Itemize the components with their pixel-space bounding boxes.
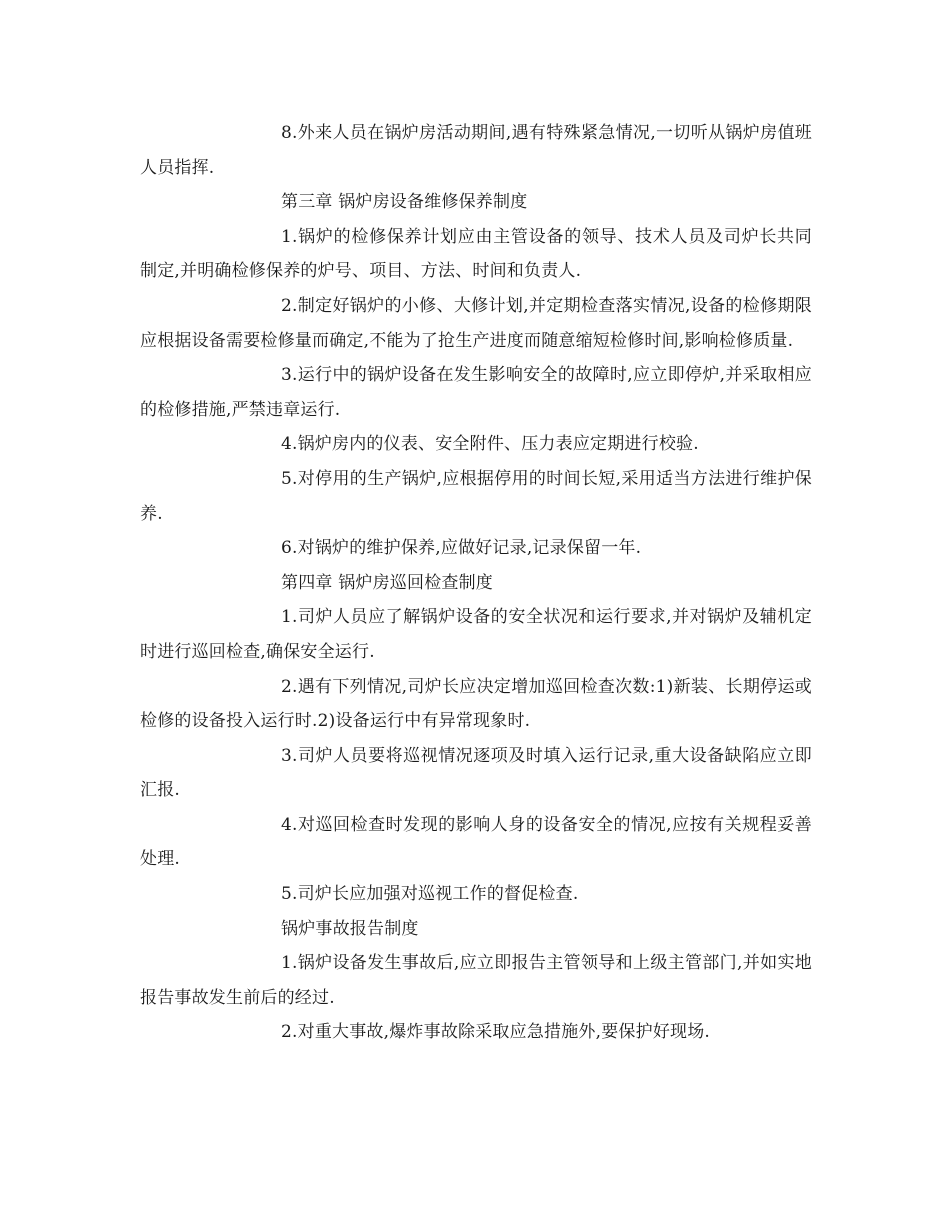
paragraph-item-8-visitors: 8.外来人员在锅炉房活动期间,遇有特殊紧急情况,一切听从锅炉房值班人员指挥. (140, 123, 812, 178)
paragraph-accident-item-1: 1.锅炉设备发生事故后,应立即报告主管领导和上级主管部门,并如实地报告事故发生前后的经过. (140, 953, 812, 1008)
paragraph-maintenance-item-5: 5.对停用的生产锅炉,应根据停用的时间长短,采用适当方法进行维护保养. (140, 468, 812, 524)
paragraph-maintenance-item-2: 2.制定好锅炉的小修、大修计划,并定期检查落实情况,设备的检修期限应根据设备需要检修量而确定,不能为了抢生产进度而随意缩短检修时间,影响检修质量. (140, 295, 812, 351)
paragraph-inspection-item-4: 4.对巡回检查时发现的影响人身的设备安全的情况,应按有关规程妥善处理. (140, 814, 812, 870)
accident-report-heading: 锅炉事故报告制度 (281, 918, 419, 939)
chapter-4-heading: 第四章 锅炉房巡回检查制度 (281, 572, 494, 593)
paragraph-inspection-item-5: 5.司炉长应加强对巡视工作的督促检查. (281, 884, 579, 905)
paragraph-inspection-item-2: 2.遇有下列情况,司炉长应决定增加巡回检查次数:1)新装、长期停运或检修的设备投入运行时.2)设备运行中有异常现象时. (140, 676, 812, 732)
chapter-3-heading: 第三章 锅炉房设备维修保养制度 (281, 192, 528, 213)
paragraph-inspection-item-1: 1.司炉人员应了解锅炉设备的安全状况和运行要求,并对锅炉及辅机定时进行巡回检查,确保安全运行. (140, 607, 812, 662)
paragraph-inspection-item-3: 3.司炉人员要将巡视情况逐项及时填入运行记录,重大设备缺陷应立即汇报. (140, 745, 812, 801)
paragraph-accident-item-2: 2.对重大事故,爆炸事故除采取应急措施外,要保护好现场. (281, 1022, 711, 1043)
paragraph-maintenance-item-6: 6.对锅炉的维护保养,应做好记录,记录保留一年. (281, 538, 642, 559)
paragraph-maintenance-item-4: 4.锅炉房内的仪表、安全附件、压力表应定期进行校验. (281, 434, 699, 455)
document-body (140, 116, 812, 1050)
paragraph-maintenance-item-1: 1.锅炉的检修保养计划应由主管设备的领导、技术人员及司炉长共同制定,并明确检修保养的炉号、项目、方法、时间和负责人. (140, 226, 812, 282)
paragraph-maintenance-item-3: 3.运行中的锅炉设备在发生影响安全的故障时,应立即停炉,并采取相应的检修措施,严禁违章运行. (140, 365, 812, 420)
